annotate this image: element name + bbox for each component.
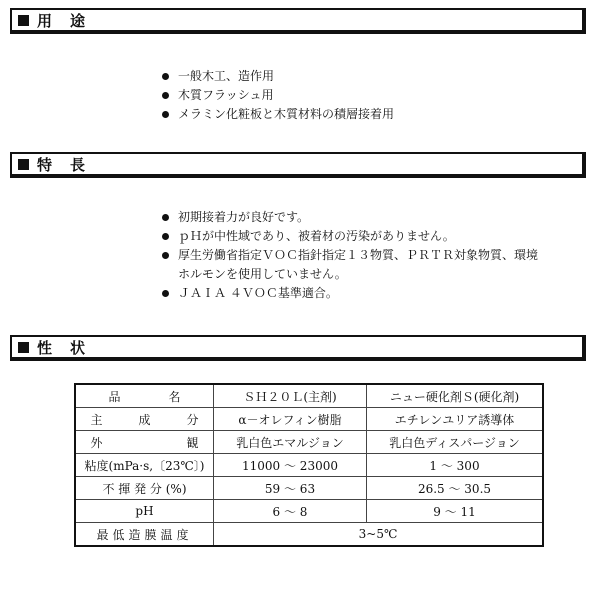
cell-value: 11000 ～ 23000	[214, 454, 367, 477]
cell-value: 1 ～ 300	[367, 454, 544, 477]
table-header-row	[75, 384, 543, 408]
cell-value: α－オレフィン樹脂	[214, 408, 367, 431]
cell-value: 26.5 ～ 30.5	[367, 477, 544, 500]
features-list	[162, 208, 538, 303]
list-item-continuation: ホルモンを使用していません。	[178, 267, 347, 281]
row-label: 粘度(mPa·s,〔23℃〕)	[75, 454, 214, 477]
section-title: 性状	[37, 338, 104, 357]
list-item: 一般木工、造作用	[162, 67, 394, 86]
header-cell: ＳＨ２０Ｌ(主剤)	[214, 384, 367, 408]
square-bullet-icon	[18, 342, 29, 353]
table-row	[75, 454, 543, 477]
cell-value: 3~5℃	[214, 523, 544, 547]
section-title: 用途	[37, 11, 104, 30]
section-features-header	[10, 152, 586, 178]
usage-list	[162, 67, 394, 124]
list-item: ＪＡＩＡ ４ＶＯＣ基準適合。	[162, 284, 538, 303]
section-properties-header	[10, 335, 586, 361]
square-bullet-icon	[18, 159, 29, 170]
cell-value: 9 ～ 11	[367, 500, 544, 523]
list-item: ｐＨが中性域であり、被着材の汚染がありません。	[162, 227, 538, 246]
section-title: 特長	[37, 155, 104, 174]
row-label: 主 成 分	[75, 408, 214, 431]
cell-value: 6 ～ 8	[214, 500, 367, 523]
list-item: 初期接着力が良好です。	[162, 208, 538, 227]
cell-value: 乳白色ディスパージョン	[367, 431, 544, 454]
row-label: 外 観	[75, 431, 214, 454]
header-cell: 品 名	[75, 384, 214, 408]
row-label: pH	[75, 500, 214, 523]
list-item-text: 厚生労働省指定ＶＯＣ指針指定１３物質、ＰＲＴＲ対象物質、環境	[178, 248, 539, 262]
square-bullet-icon	[18, 15, 29, 26]
table-row	[75, 477, 543, 500]
table-row	[75, 523, 543, 547]
cell-value: 59 ～ 63	[214, 477, 367, 500]
table-row	[75, 408, 543, 431]
cell-value: 乳白色エマルジョン	[214, 431, 367, 454]
properties-table	[74, 383, 544, 547]
list-item	[162, 246, 538, 284]
header-cell: ニュー硬化剤Ｓ(硬化剤)	[367, 384, 544, 408]
cell-value: エチレンユリア誘導体	[367, 408, 544, 431]
list-item: メラミン化粧板と木質材料の積層接着用	[162, 105, 394, 124]
row-label: 最低造膜温度	[75, 523, 214, 547]
list-item: 木質フラッシュ用	[162, 86, 394, 105]
table-row	[75, 431, 543, 454]
table-row	[75, 500, 543, 523]
section-usage-header	[10, 8, 586, 34]
row-label: 不 揮 発 分 (%)	[75, 477, 214, 500]
